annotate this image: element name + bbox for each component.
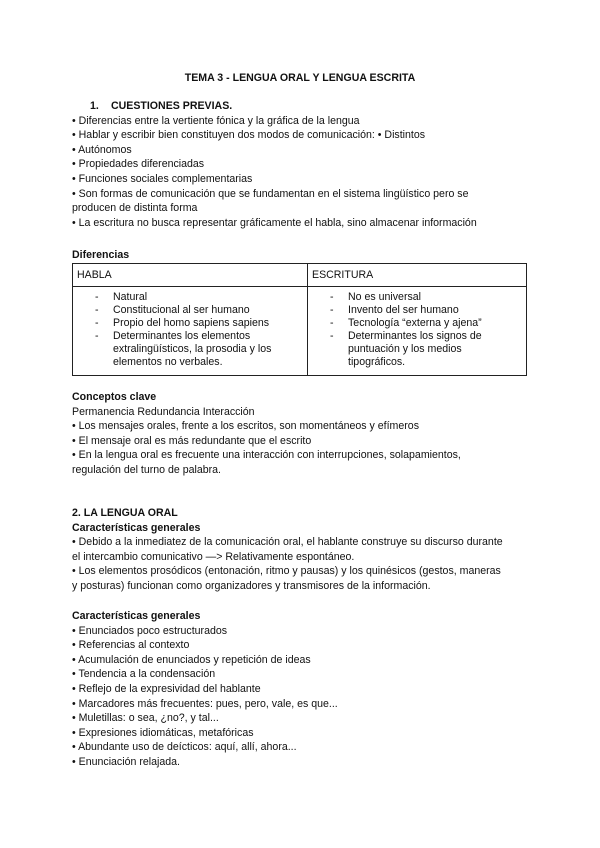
section-1-line: • La escritura no busca representar gráficamente el habla, sino almacenar información <box>72 216 477 229</box>
list-item: - Natural <box>95 291 148 303</box>
section-1-line: • Diferencias entre la vertiente fónica y la gráfica de la lengua <box>72 114 360 127</box>
habla-cell <box>73 287 308 376</box>
list-item: - Determinantes los signos de puntuación y los medios tipográficos. <box>330 330 482 368</box>
list-item: - Tecnología “externa y ajena” <box>330 317 482 329</box>
escritura-header: ESCRITURA <box>308 264 527 287</box>
differences-block <box>72 248 532 263</box>
section-2-line: • Los elementos prosódicos (entonación, ritmo y pausas) y los quinésicos (gestos, maneras <box>72 565 501 578</box>
table-body-row <box>73 287 527 376</box>
section-2-line: • Debido a la inmediatez de la comunicación oral, el hablante construye su discurso durante <box>72 536 503 549</box>
concepts-line: • Los mensajes orales, frente a los escritos, son momentáneos y efímeros <box>72 420 419 433</box>
section-2-subheading: Características generales <box>72 610 201 622</box>
feature-line: • Reflejo de la expresividad del hablante <box>72 682 261 695</box>
section-1-title: CUESTIONES PREVIAS. <box>110 100 233 112</box>
section-1-line: • Funciones sociales complementarias <box>72 172 253 185</box>
escritura-cell <box>308 287 527 376</box>
feature-line: • Acumulación de enunciados y repetición de ideas <box>72 653 311 666</box>
section-1-line: • Propiedades diferenciadas <box>72 158 205 171</box>
feature-line: • Tendencia a la condensación <box>72 668 216 681</box>
differences-heading: Diferencias <box>72 249 130 261</box>
section-1-heading <box>72 99 532 114</box>
section-1-line: producen de distinta forma <box>72 202 198 215</box>
document-title: TEMA 3 - LENGUA ORAL Y LENGUA ESCRITA <box>184 72 416 84</box>
feature-line: • Marcadores más frecuentes: pues, pero, vale, es que... <box>72 697 338 710</box>
section-1 <box>72 99 532 230</box>
list-item: - Determinantes los elementos extralingüísticos, la prosodia y los elementos no verbales. <box>95 330 272 368</box>
list-item: - No es universal <box>330 291 422 303</box>
concepts-heading: Conceptos clave <box>72 391 157 403</box>
section-1-line: • Hablar y escribir bien constituyen dos modos de comunicación: • Distintos <box>72 129 426 142</box>
concepts-subtitle: Permanencia Redundancia Interacción <box>72 405 255 418</box>
habla-header: HABLA <box>73 264 308 287</box>
concepts-line: • El mensaje oral es más redundante que el escrito <box>72 434 312 447</box>
table-header-row <box>73 264 527 287</box>
list-item: - Constitucional al ser humano <box>95 304 250 316</box>
concepts-block <box>72 390 532 478</box>
section-1-number: 1. <box>90 100 99 112</box>
feature-line: • Referencias al contexto <box>72 639 190 652</box>
list-item: - Invento del ser humano <box>330 304 459 316</box>
section-1-line: • Son formas de comunicación que se fundamentan en el sistema lingüístico pero se <box>72 187 469 200</box>
feature-line: • Enunciados poco estructurados <box>72 624 228 637</box>
feature-line: • Expresiones idiomáticas, metafóricas <box>72 726 254 739</box>
feature-line: • Enunciación relajada. <box>72 755 180 768</box>
section-2-subheading: Características generales <box>72 521 201 534</box>
section-2-heading: 2. LA LENGUA ORAL <box>72 507 178 519</box>
list-item: - Propio del homo sapiens sapiens <box>95 317 270 329</box>
section-1-line: • Autónomos <box>72 143 132 156</box>
concepts-line: regulación del turno de palabra. <box>72 463 222 476</box>
feature-line: • Abundante uso de deícticos: aquí, allí, ahora... <box>72 741 297 754</box>
section-2-line: y posturas) funcionan como organizadores y transmisores de la información. <box>72 579 431 592</box>
differences-table <box>72 263 527 376</box>
feature-line: • Muletillas: o sea, ¿no?, y tal... <box>72 712 219 725</box>
section-2-line: el intercambio comunicativo —> Relativamente espontáneo. <box>72 550 355 563</box>
section-2 <box>72 506 532 594</box>
section-2-features <box>72 609 532 770</box>
concepts-line: • En la lengua oral es frecuente una interacción con interrupciones, solapamientos, <box>72 449 461 462</box>
